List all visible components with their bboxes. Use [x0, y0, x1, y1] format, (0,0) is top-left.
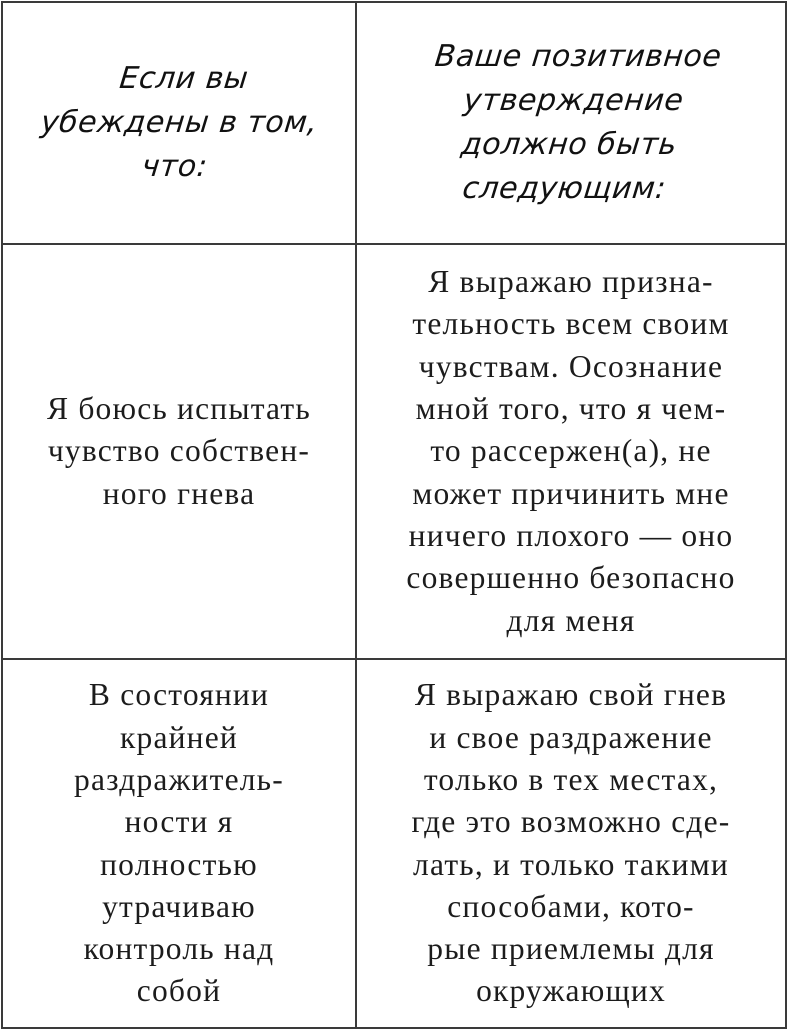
header-affirmation-text: [389, 35, 754, 211]
text-line: где это возможно сде-: [411, 804, 731, 840]
header-cell-affirmation: [357, 3, 785, 245]
header-affirmation-line: должно быть: [459, 127, 679, 162]
text-line: Я боюсь испытать: [47, 391, 311, 427]
text-line: только в тех местах,: [423, 761, 719, 797]
affirmation-cell-1: [357, 245, 785, 660]
text-line: может причинить мне: [412, 475, 730, 511]
header-affirmation-line: следующим:: [460, 171, 668, 206]
belief-cell-2: [3, 660, 357, 1027]
header-belief-line: убеждены в том,: [38, 105, 320, 140]
text-line: контроль над: [83, 931, 275, 967]
header-affirmation-line: утверждение: [461, 83, 686, 118]
belief-cell-1: [3, 245, 357, 660]
affirmation-text-1: [406, 261, 735, 642]
text-line: полностью: [100, 846, 258, 882]
header-belief-line: что:: [139, 149, 210, 184]
text-line: рые приемлемы для: [427, 931, 715, 967]
text-line: и свое раздражение: [429, 719, 713, 755]
affirmations-table: [1, 1, 787, 1029]
header-belief-line: Если вы: [117, 61, 250, 96]
text-line: лать, и только такими: [413, 846, 729, 882]
text-line: ничего плохого — оно: [408, 517, 734, 553]
text-line: собой: [136, 973, 222, 1009]
text-line: для меня: [506, 602, 636, 638]
text-line: чувство собствен-: [47, 433, 311, 469]
text-line: тельность всем своим: [412, 306, 730, 342]
text-line: утрачиваю: [102, 888, 256, 924]
text-line: то рассержен(а), не: [430, 433, 712, 469]
text-line: окружающих: [476, 973, 666, 1009]
text-line: мной того, что я чем-: [415, 391, 727, 427]
text-line: Я выражаю призна-: [428, 264, 714, 300]
text-line: способами, кото-: [447, 888, 695, 924]
text-line: В состоянии: [88, 677, 270, 713]
header-cell-belief: [3, 3, 357, 245]
belief-text-2: [74, 674, 284, 1012]
text-line: ного гнева: [102, 475, 256, 511]
text-line: чувствам. Осознание: [418, 348, 724, 384]
belief-text-1: [47, 388, 311, 515]
text-line: совершенно безопасно: [406, 560, 736, 596]
header-belief-text: [16, 57, 342, 189]
affirmation-cell-2: [357, 660, 785, 1027]
text-line: раздражитель-: [74, 761, 284, 797]
header-affirmation-line: Ваше позитивное: [432, 39, 724, 74]
text-line: ности я: [124, 804, 234, 840]
text-line: Я выражаю свой гнев: [414, 677, 728, 713]
affirmation-text-2: [412, 674, 731, 1012]
text-line: крайней: [119, 719, 238, 755]
